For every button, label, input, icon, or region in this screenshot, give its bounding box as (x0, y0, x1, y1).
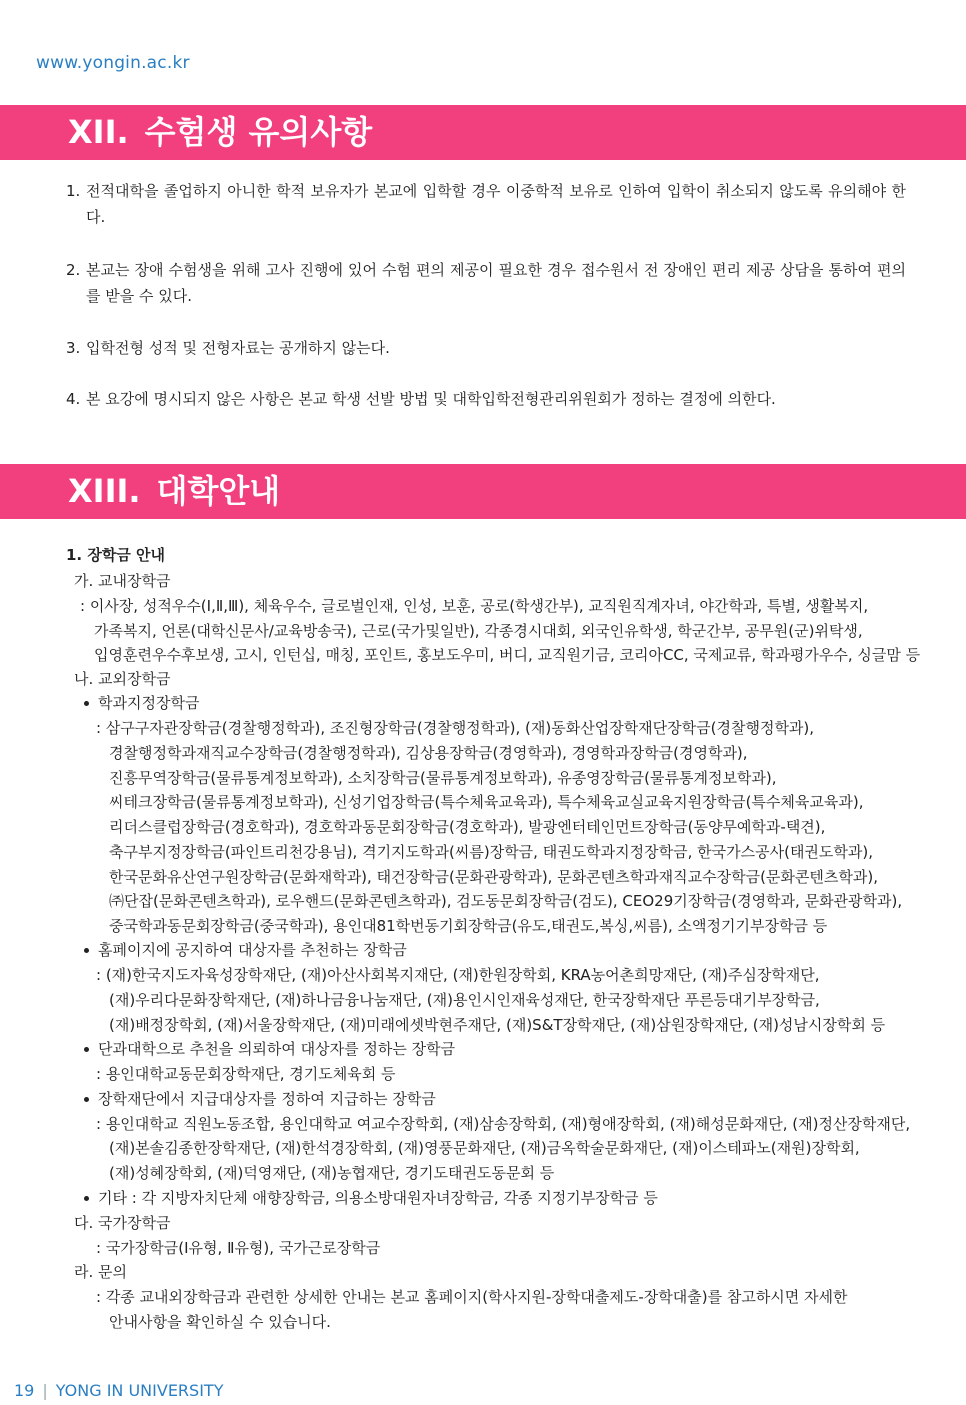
bullet-line: 축구부지정장학금(파인트리천강용님), 격기지도학과(씨름)장학금, 태권도학과지정장학금, 한국가스공사(태권도학과), (109, 843, 874, 861)
bullet-line: (재)성혜장학회, (재)덕영재단, (재)농협재단, 경기도태권도동문회 등 (109, 1164, 555, 1182)
bullet-line: 진흥무역장학금(물류통계정보학과), 소치장학금(물류통계정보학과), 유종영장학금(물류통계정보학과), (109, 769, 777, 787)
subsection-ga: 가. 교내장학금 (74, 572, 171, 590)
notice-item-3: 3. 입학전형 성적 및 전형자료는 공개하지 않는다. (66, 339, 390, 357)
bullet-line: 한국문화유산연구원장학금(문화재학과), 태건장학금(문화관광학과), 문화콘텐츠학과재직교수장학금(문화콘텐츠학과), (109, 868, 878, 886)
bullet-label: 장학재단에서 지급대상자를 정하여 지급하는 장학금 (98, 1090, 436, 1108)
bullet-line: : 삼구구자관장학금(경찰행정학과), 조진형장학금(경찰행정학과), (재)동화산업장학재단장학금(경찰행정학과), (96, 719, 815, 737)
footer-separator: | (42, 1381, 48, 1400)
bullet-icon (84, 948, 89, 953)
bullet-line: ㈜단잡(문화콘텐츠학과), 로우핸드(문화콘텐츠학과), 검도동문회장학금(검도), CEO29기장학금(경영학과, 문화관광학과), (109, 892, 903, 910)
notice-item-4: 4. 본 요강에 명시되지 않은 사항은 본교 학생 선발 방법 및 대학입학전형관리위원회가 정하는 결정에 의한다. (66, 390, 776, 408)
bullet-icon (84, 701, 89, 706)
scholarship-heading: 1. 장학금 안내 (66, 546, 166, 564)
bullet-line: (재)우리다문화장학재단, (재)하나금융나눔재단, (재)용인시인재육성재단, 한국장학재단 푸른등대기부장학금, (109, 991, 820, 1009)
page-footer (14, 1381, 223, 1400)
bullet-line: 리더스클럽장학금(경호학과), 경호학과동문회장학금(경호학과), 발광엔터테인먼트장학금(동양무예학과-택견), (109, 818, 826, 836)
section-banner-xii (0, 105, 966, 160)
bullet-label: 학과지정장학금 (98, 694, 200, 712)
bullet-label: 기타 : 각 지방자치단체 애향장학금, 의용소방대원자녀장학금, 각종 지정기부장학금 등 (98, 1189, 658, 1207)
bullet-label: 단과대학으로 추천을 의뢰하여 대상자를 정하는 장학금 (98, 1040, 456, 1058)
notice-item-2: 2. 본교는 장애 수험생을 위해 고사 진행에 있어 수험 편의 제공이 필요한 경우 접수원서 전 장애인 편리 제공 상담을 통하여 편의를 받을 수 있다. (66, 261, 906, 305)
da-line: : 국가장학금(Ⅰ유형, Ⅱ유형), 국가근로장학금 (96, 1239, 381, 1257)
bullet-line: : 용인대학교동문회장학재단, 경기도체육회 등 (96, 1065, 396, 1083)
section-number: XIII. (68, 472, 141, 510)
bullet-line: (재)본솔김종한장학재단, (재)한석경장학회, (재)영풍문화재단, (재)금옥학술문화재단, (재)이스테파노(재원)장학회, (109, 1139, 860, 1157)
bullet-line: (재)배정장학회, (재)서울장학재단, (재)미래에셋박현주재단, (재)S&T장학재단, (재)삼원장학재단, (재)성남시장학회 등 (109, 1016, 886, 1034)
notice-item-1: 1. 전적대학을 졸업하지 아니한 학적 보유자가 본교에 입학할 경우 이중학적 보유로 인하여 입학이 취소되지 않도록 유의해야 한다. (66, 182, 906, 226)
university-name: YONG IN UNIVERSITY (55, 1381, 224, 1400)
section-banner-xiii (0, 464, 966, 519)
section-title: 대학안내 (156, 472, 281, 510)
ga-line: 입영훈련우수후보생, 고시, 인턴십, 매칭, 포인트, 홍보도우미, 버디, 교직원기금, 코리아CC, 국제교류, 학과평가우수, 싱글맘 등 (94, 646, 921, 664)
bullet-line: 씨테크장학금(물류통계정보학과), 신성기업장학금(특수체육교육과), 특수체육교실교육지원장학금(특수체육교육과), (109, 793, 864, 811)
ra-line: 안내사항을 확인하실 수 있습니다. (109, 1313, 331, 1331)
bullet-label: 홈페이지에 공지하여 대상자를 추천하는 장학금 (98, 941, 407, 959)
site-url[interactable]: www.yongin.ac.kr (36, 53, 190, 73)
subsection-na: 나. 교외장학금 (74, 670, 171, 688)
ga-line: 가족복지, 언론(대학신문사/교육방송국), 근로(국가및일반), 각종경시대회, 외국인유학생, 학군간부, 공무원(군)위탁생, (94, 622, 863, 640)
subsection-ra: 라. 문의 (74, 1263, 128, 1281)
bullet-icon (84, 1047, 89, 1052)
section-title: 수험생 유의사항 (144, 113, 373, 151)
bullet-line: : (재)한국지도자육성장학재단, (재)아산사회복지재단, (재)한원장학회, KRA농어촌희망재단, (재)주심장학재단, (96, 966, 820, 984)
bullet-icon (84, 1196, 89, 1201)
bullet-line: 경찰행정학과재직교수장학금(경찰행정학과), 김상용장학금(경영학과), 경영학과장학금(경영학과), (109, 744, 748, 762)
section-number: XII. (68, 113, 129, 151)
subsection-da: 다. 국가장학금 (74, 1214, 171, 1232)
bullet-line: : 용인대학교 직원노동조합, 용인대학교 여교수장학회, (재)삼송장학회, (재)형애장학회, (재)해성문화재단, (재)정산장학재단, (96, 1115, 911, 1133)
bullet-icon (84, 1097, 89, 1102)
ra-line: : 각종 교내외장학금과 관련한 상세한 안내는 본교 홈페이지(학사지원-장학대출제도-장학대출)를 참고하시면 자세한 (96, 1288, 848, 1306)
page-number: 19 (14, 1381, 35, 1400)
bullet-line: 중국학과동문회장학금(중국학과), 용인대81학번동기회장학금(유도,태권도,복싱,씨름), 소액정기기부장학금 등 (109, 917, 828, 935)
ga-line: : 이사장, 성적우수(Ⅰ,Ⅱ,Ⅲ), 체육우수, 글로벌인재, 인성, 보훈, 공로(학생간부), 교직원직계자녀, 야간학과, 특별, 생활복지, (80, 597, 869, 615)
